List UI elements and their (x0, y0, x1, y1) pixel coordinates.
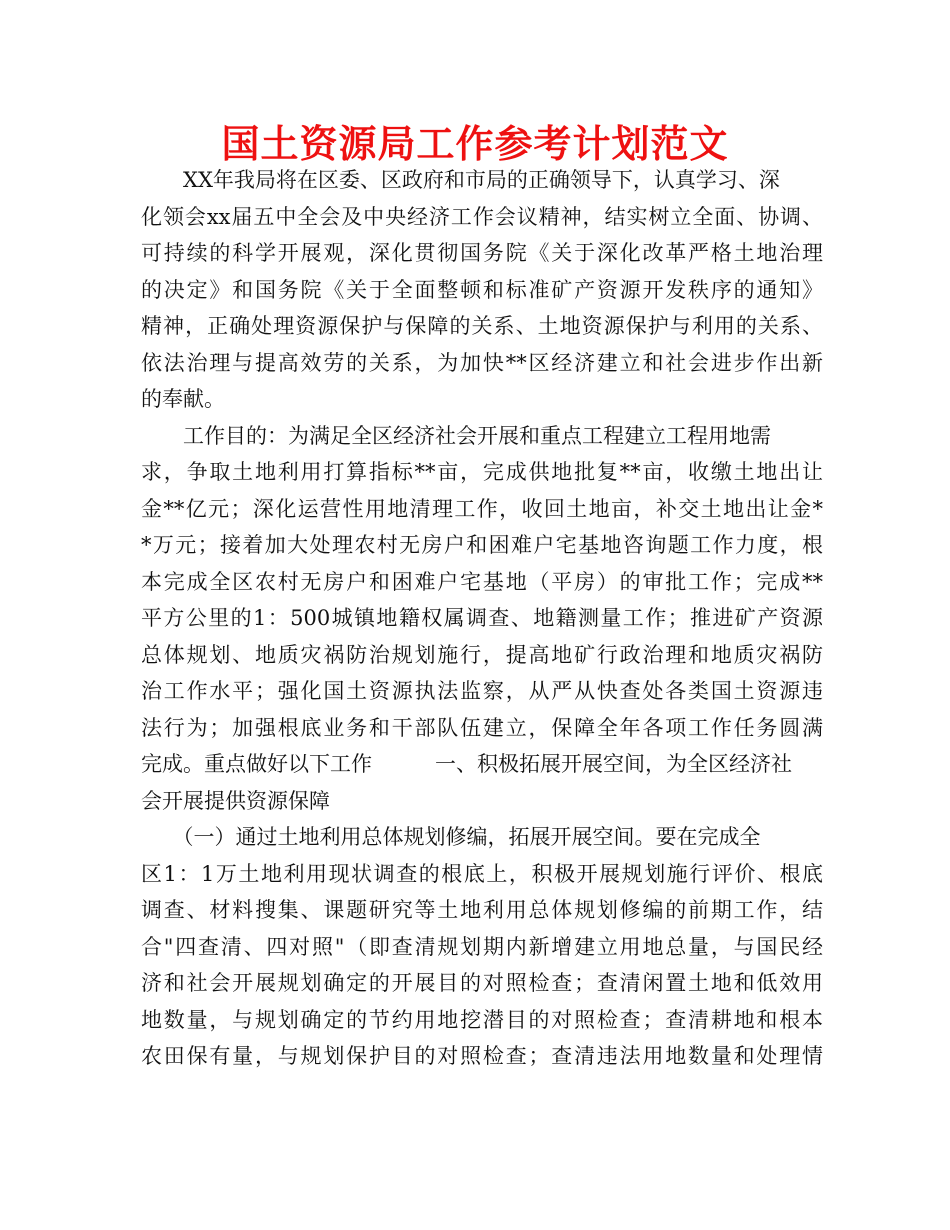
body-line: XX年我局将在区委、区政府和市局的正确领导下，认真学习、深 (141, 168, 780, 192)
body-line: 济和社会开展规划确定的开展目的对照检查；查清闲置土地和低效用 (141, 971, 823, 995)
body-line: 农田保有量，与规划保护目的对照检查；查清违法用地数量和处理情 (141, 1044, 823, 1068)
body-line: 金**亿元；深化运营性用地清理工作，收回土地亩，补交土地出让金* (141, 496, 823, 521)
body-line: 可持续的科学开展观，深化贯彻国务院《关于深化改革严格土地治理 (141, 241, 823, 265)
body-line: 精神，正确处理资源保护与保障的关系、土地资源保护与利用的关系、 (141, 314, 823, 338)
body-line: 会开展提供资源保障 (141, 788, 330, 813)
body-line: 平方公里的1：500城镇地籍权属调查、地籍测量工作；推进矿产资源 (141, 606, 823, 630)
body-line: 合"四查清、四对照"（即查清规划期内新增建立用地总量，与国民经 (141, 934, 823, 959)
document-body (141, 162, 823, 1075)
body-line: 依法治理与提高效劳的关系，为加快**区经济建立和社会进步作出新 (141, 350, 823, 375)
body-line: *万元；接着加大处理农村无房户和困难户宅基地咨询题工作力度，根 (141, 533, 823, 557)
document-title: 国土资源局工作参考计划范文 (221, 122, 729, 166)
body-line: （一）通过土地利用总体规划修编，拓展开展空间。要在完成全 (141, 825, 761, 849)
body-line: 求，争取土地利用打算指标**亩，完成供地批复**亩，收缴土地出让 (141, 460, 823, 484)
body-line: 地数量，与规划确定的节约用地挖潜目的对照检查；查清耕地和根本 (141, 1007, 823, 1032)
body-line: 的奉献。 (141, 387, 225, 411)
body-line: 完成。重点做好以下工作 一、积极拓展开展空间，为全区经济社 (141, 752, 792, 776)
body-line: 区1：1万土地利用现状调查的根底上，积极开展规划施行评价、根底 (141, 861, 823, 886)
body-line: 总体规划、地质灾祸防治规划施行，提高地矿行政治理和地质灾祸防 (141, 642, 823, 667)
body-line: 法行为；加强根底业务和干部队伍建立，保障全年各项工作任务圆满 (141, 715, 823, 740)
body-line: 本完成全区农村无房户和困难户宅基地（平房）的审批工作；完成** (141, 569, 823, 594)
body-line: 调查、材料搜集、课题研究等土地利用总体规划修编的前期工作，结 (141, 898, 823, 922)
body-line: 的决定》和国务院《关于全面整顿和标准矿产资源开发秩序的通知》 (141, 277, 823, 302)
body-line: 治工作水平；强化国土资源执法监察，从严从快查处各类国土资源违 (141, 679, 823, 703)
body-line: 工作目的：为满足全区经济社会开展和重点工程建立工程用地需 (141, 423, 771, 448)
body-line: 化领会xx届五中全会及中央经济工作会议精神，结实树立全面、协调、 (141, 204, 823, 229)
